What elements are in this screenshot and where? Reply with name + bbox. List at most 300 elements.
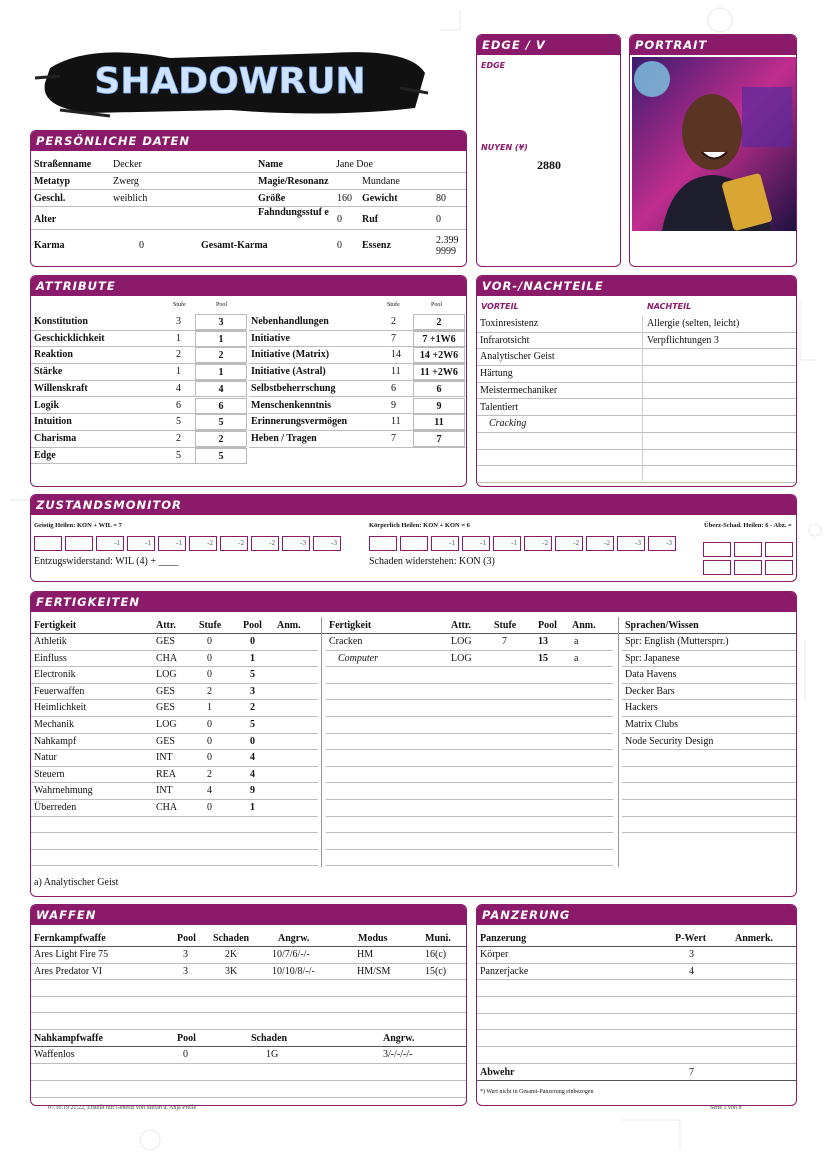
armor-value: 3 xyxy=(689,949,694,960)
skill-level[interactable]: 0 xyxy=(207,636,212,647)
attribute-name: Initiative xyxy=(251,332,290,344)
ranged-header-pool: Pool xyxy=(177,933,196,944)
wanted-label: Fahndungsstuf e xyxy=(258,207,329,218)
magic-label: Magie/Resonanz xyxy=(258,176,329,187)
skill-attribute: LOG xyxy=(156,669,177,681)
attribute-row xyxy=(31,448,246,465)
skill-attribute: GES xyxy=(156,685,175,697)
attribute-name: Konstitution xyxy=(34,316,88,327)
attribute-name: Erinnerungsvermögen xyxy=(251,416,348,428)
skill-attribute: INT xyxy=(156,785,173,797)
attribute-level[interactable]: 2 xyxy=(176,432,181,444)
ranged-header-name: Fernkampfwaffe xyxy=(34,933,106,944)
skill-level[interactable]: 2 xyxy=(207,685,212,697)
attribute-row xyxy=(249,331,466,348)
attribute-pool: 11 +2W6 xyxy=(413,364,465,380)
skill-row xyxy=(326,783,613,800)
trait-row xyxy=(477,466,796,483)
skill-pool: 1 xyxy=(250,652,255,664)
skill-attribute: LOG xyxy=(451,652,472,664)
advantages-label: VORTEIL xyxy=(481,302,519,311)
skills-header-attr-left: Attr. xyxy=(156,620,176,631)
knowledge-row xyxy=(622,684,796,701)
attribute-row xyxy=(249,347,466,364)
knowledge-row xyxy=(622,700,796,717)
attribute-name: Heben / Tragen xyxy=(251,432,317,444)
skill-level[interactable]: 1 xyxy=(207,702,212,714)
skills-header-skill-left: Fertigkeit xyxy=(34,620,77,631)
damage-resist-text: Schaden widerstehen: KON (3) xyxy=(369,556,495,567)
skills-footnote: a) Analytischer Geist xyxy=(34,877,119,888)
nuyen-value[interactable]: 2880 xyxy=(537,158,561,172)
skill-name: Cracken xyxy=(329,636,363,647)
weapons-panel xyxy=(30,904,467,1106)
monitor-box[interactable]: -3 xyxy=(617,536,645,551)
monitor-box[interactable]: -3 xyxy=(313,536,341,551)
skill-pool: 5 xyxy=(250,719,255,730)
advantage-item[interactable]: Toxinresistenz xyxy=(480,318,539,329)
skill-level[interactable]: 2 xyxy=(207,768,212,780)
armor-row xyxy=(477,1031,796,1048)
trait-row xyxy=(477,450,796,467)
skill-attribute: LOG xyxy=(451,636,472,647)
drain-resist-text: Entzugswiderstand: WIL (4) + ____ xyxy=(34,556,179,567)
edge-panel xyxy=(476,34,621,267)
armor-panel xyxy=(476,904,797,1106)
attribute-row xyxy=(31,414,246,431)
monitor-box[interactable]: -3 xyxy=(648,536,676,551)
knowledge-row xyxy=(622,800,796,817)
attribute-pool: 1 xyxy=(195,331,247,347)
shadowrun-logo xyxy=(30,38,430,118)
attribute-pool: 2 xyxy=(413,314,465,330)
monitor-box[interactable]: -1 xyxy=(462,536,490,551)
traits-panel xyxy=(476,275,797,487)
ranged-weapon-row xyxy=(31,964,466,981)
attribute-name: Nebenhandlungen xyxy=(251,316,329,327)
overflow-box[interactable] xyxy=(765,560,793,575)
advantage-item[interactable]: Infrarotsicht xyxy=(480,334,530,346)
attribute-row xyxy=(249,431,466,448)
portrait-image[interactable] xyxy=(632,57,796,231)
skill-attribute: CHA xyxy=(156,802,178,813)
melee-weapon-row xyxy=(31,1047,466,1064)
knowledge-item[interactable]: Data Havens xyxy=(625,669,677,681)
defense-value[interactable]: 7 xyxy=(689,1067,694,1078)
armor-row xyxy=(477,997,796,1014)
monitor-box[interactable]: -1 xyxy=(127,536,155,551)
total-karma-label: Gesamt-Karma xyxy=(201,240,268,251)
skill-row xyxy=(326,800,613,817)
skill-pool: 4 xyxy=(250,752,255,764)
ranged-weapon-row xyxy=(31,980,466,997)
knowledge-row xyxy=(622,783,796,800)
weapon-pool: 3 xyxy=(183,949,188,960)
attribute-level[interactable]: 1 xyxy=(176,366,181,378)
attribute-level[interactable]: 11 xyxy=(391,366,401,378)
attribute-row xyxy=(249,398,466,415)
skill-row xyxy=(326,717,613,734)
skill-row xyxy=(31,717,318,734)
weapons-title: WAFFEN xyxy=(31,905,466,925)
knowledge-row xyxy=(622,667,796,684)
monitor-box[interactable]: -2 xyxy=(555,536,583,551)
trait-row xyxy=(477,400,796,417)
overflow-box[interactable] xyxy=(734,542,762,557)
knowledge-row xyxy=(622,651,796,668)
overflow-box[interactable] xyxy=(734,560,762,575)
skill-name: Feuerwaffen xyxy=(34,685,85,697)
attribute-name: Charisma xyxy=(34,432,77,444)
knowledge-row xyxy=(622,634,796,651)
attribute-name: Reaktion xyxy=(34,349,73,361)
edge-title: EDGE / V xyxy=(477,35,620,55)
skill-pool: 5 xyxy=(250,669,255,681)
attribute-name: Edge xyxy=(34,449,56,461)
knowledge-item[interactable]: Matrix Clubs xyxy=(625,719,679,730)
attribute-level[interactable]: 11 xyxy=(391,416,401,428)
attribute-pool: 3 xyxy=(195,314,247,330)
attribute-row xyxy=(31,314,246,331)
attribute-level[interactable]: 4 xyxy=(176,382,181,394)
trait-row xyxy=(477,416,796,433)
karma-value[interactable]: 0 xyxy=(139,240,144,251)
weight-value[interactable]: 80 xyxy=(436,193,446,204)
karma-label: Karma xyxy=(34,240,65,251)
age-label: Alter xyxy=(34,214,57,225)
weapon-damage: 2K xyxy=(225,949,238,960)
knowledge-item[interactable]: Node Security Design xyxy=(625,735,714,747)
armor-title: PANZERUNG xyxy=(477,905,796,925)
skills-header-note-right: Anm. xyxy=(572,620,596,631)
monitor-box[interactable]: -2 xyxy=(586,536,614,551)
skill-row xyxy=(31,684,318,701)
attribute-level[interactable]: 6 xyxy=(176,399,181,411)
monitor-box[interactable] xyxy=(369,536,397,551)
footer-page-number: Seite 1 von 8 xyxy=(710,1105,742,1111)
attribute-pool: 4 xyxy=(195,381,247,397)
skills-header-level-left: Stufe xyxy=(199,620,222,631)
wanted-value[interactable]: 0 xyxy=(337,214,342,225)
condition-monitor-title: ZUSTANDSMONITOR xyxy=(31,495,796,515)
skill-row xyxy=(326,700,613,717)
disadvantage-item[interactable]: Verpflichtungen 3 xyxy=(647,334,719,346)
skill-name: Überreden xyxy=(34,802,77,813)
personal-data-panel xyxy=(30,130,467,267)
armor-row xyxy=(477,964,796,981)
skill-name: Electronik xyxy=(34,669,76,681)
skill-name: Athletik xyxy=(34,636,67,647)
attributes-panel xyxy=(30,275,467,487)
skill-pool: 2 xyxy=(250,702,255,714)
knowledge-row xyxy=(622,717,796,734)
armor-value: 4 xyxy=(689,965,694,977)
monitor-box[interactable]: -2 xyxy=(189,536,217,551)
weapon-name[interactable]: Waffenlos xyxy=(34,1049,75,1060)
skill-level[interactable]: 0 xyxy=(207,669,212,681)
skill-level[interactable]: 0 xyxy=(207,719,212,730)
stun-heal-label: Geistig Heilen: KON + WIL = 7 xyxy=(34,522,122,529)
monitor-box[interactable]: -2 xyxy=(524,536,552,551)
trait-row xyxy=(477,366,796,383)
attributes-title: ATTRIBUTE xyxy=(31,276,466,296)
overflow-box[interactable] xyxy=(703,560,731,575)
weight-label: Gewicht xyxy=(362,193,398,204)
disadvantage-item[interactable]: Allergie (selten, leicht) xyxy=(647,318,740,329)
sex-value[interactable]: weiblich xyxy=(113,193,148,204)
attribute-level[interactable]: 2 xyxy=(176,349,181,361)
skill-attribute: REA xyxy=(156,768,176,780)
skill-row xyxy=(326,651,613,668)
armor-header-name: Panzerung xyxy=(480,933,527,944)
attribute-pool: 14 +2W6 xyxy=(413,347,465,363)
physical-heal-label: Körperlich Heilen: KON + KON = 6 xyxy=(369,522,470,529)
ranged-weapon-row xyxy=(31,947,466,964)
attribute-level[interactable]: 9 xyxy=(391,399,396,411)
weapon-pool: 3 xyxy=(183,965,188,977)
skills-panel xyxy=(30,591,797,897)
skill-pool: 3 xyxy=(250,685,255,697)
weapon-name[interactable]: Ares Light Fire 75 xyxy=(34,949,109,960)
skill-pool: 1 xyxy=(250,802,255,813)
skill-row xyxy=(31,817,318,834)
attribute-level[interactable]: 6 xyxy=(391,382,396,394)
attr-pool-header-left: Pool xyxy=(216,302,228,308)
skill-pool: 15 xyxy=(538,652,548,664)
attribute-level[interactable]: 14 xyxy=(391,349,401,361)
skill-row xyxy=(31,734,318,751)
attribute-level[interactable]: 1 xyxy=(176,332,181,344)
personal-data-title: PERSÖNLICHE DATEN xyxy=(31,131,466,151)
metatype-value[interactable]: Zwerg xyxy=(113,176,139,187)
melee-header-damage: Schaden xyxy=(251,1033,288,1044)
attribute-level[interactable]: 5 xyxy=(176,449,181,461)
armor-name[interactable]: Panzerjacke xyxy=(480,965,529,977)
weapon-damage: 1G xyxy=(266,1049,279,1060)
skill-pool: 0 xyxy=(250,735,255,747)
attribute-name: Selbstbeherrschung xyxy=(251,382,336,394)
languages-header: Sprachen/Wissen xyxy=(625,620,699,631)
attribute-name: Logik xyxy=(34,399,60,411)
advantage-item[interactable]: Meistermechaniker xyxy=(480,384,558,396)
portrait-panel xyxy=(629,34,797,267)
attribute-pool: 6 xyxy=(195,398,247,414)
knowledge-item[interactable]: Spr: Japanese xyxy=(625,652,680,664)
attribute-level[interactable]: 5 xyxy=(176,416,181,428)
sex-label: Geschl. xyxy=(34,193,66,204)
attribute-pool: 7 +1W6 xyxy=(413,331,465,347)
ranged-weapon-row xyxy=(31,1013,466,1030)
knowledge-item[interactable]: Hackers xyxy=(625,702,658,714)
melee-header-attack: Angrw. xyxy=(383,1033,415,1044)
attribute-name: Geschicklichkeit xyxy=(34,332,105,344)
monitor-box[interactable]: -1 xyxy=(96,536,124,551)
svg-text:SHADOWRUN: SHADOWRUN xyxy=(94,61,366,102)
metatype-label: Metatyp xyxy=(34,176,71,187)
attribute-level[interactable]: 7 xyxy=(391,432,396,444)
essence-label: Essenz xyxy=(362,240,391,251)
advantage-note: Cracking xyxy=(489,418,527,430)
melee-header-pool: Pool xyxy=(177,1033,196,1044)
melee-header-name: Nahkampfwaffe xyxy=(34,1033,103,1044)
skill-row xyxy=(326,850,613,867)
armor-row xyxy=(477,947,796,964)
skills-header-attr-right: Attr. xyxy=(451,620,471,631)
weapon-attack: 10/7/6/-/- xyxy=(272,949,310,960)
skill-attribute: INT xyxy=(156,752,173,764)
size-value[interactable]: 160 xyxy=(337,193,352,204)
attribute-name: Willenskraft xyxy=(34,382,88,394)
skill-name: Nahkampf xyxy=(34,735,77,747)
monitor-box[interactable]: -2 xyxy=(220,536,248,551)
overflow-box[interactable] xyxy=(765,542,793,557)
skill-level[interactable]: 0 xyxy=(207,802,212,813)
advantage-item[interactable]: Härtung xyxy=(480,368,513,380)
attribute-row xyxy=(31,331,246,348)
weapon-ammo: 16(c) xyxy=(425,949,447,960)
armor-row xyxy=(477,980,796,997)
attribute-pool: 9 xyxy=(413,398,465,414)
skill-row xyxy=(31,700,318,717)
advantage-item[interactable]: Talentiert xyxy=(480,401,519,413)
skill-row xyxy=(31,651,318,668)
attribute-row xyxy=(249,364,466,381)
weapon-attack: 10/10/8/-/- xyxy=(272,965,315,977)
skill-row xyxy=(31,833,318,850)
skill-attribute: GES xyxy=(156,735,175,747)
skill-level[interactable]: 0 xyxy=(207,735,212,747)
nuyen-label: NUYEN (¥) xyxy=(481,143,528,152)
footer-created-by: 07.10.19 21:22, Erstellt mit Genesis von Stefan u. Anja Prelle xyxy=(48,1105,197,1111)
monitor-box[interactable]: -2 xyxy=(251,536,279,551)
skill-row xyxy=(31,767,318,784)
overflow-heal-label: Überz-Schad. Heilen: 6 - Abz. = xyxy=(704,522,792,529)
skill-specialization: Computer xyxy=(338,652,378,664)
ranged-header-attack: Angrw. xyxy=(278,933,310,944)
skill-row xyxy=(31,800,318,817)
streetname-value[interactable]: Decker xyxy=(113,159,142,170)
weapon-attack: 3/-/-/-/- xyxy=(383,1049,413,1060)
melee-weapon-row xyxy=(31,1064,466,1081)
knowledge-item[interactable]: Decker Bars xyxy=(625,685,675,697)
skill-row xyxy=(326,667,613,684)
weapon-damage: 3K xyxy=(225,965,238,977)
knowledge-row xyxy=(622,750,796,767)
trait-row xyxy=(477,316,796,333)
skill-row xyxy=(326,817,613,834)
reputation-value[interactable]: 0 xyxy=(436,214,441,225)
skill-attribute: GES xyxy=(156,702,175,714)
attribute-level[interactable]: 7 xyxy=(391,332,396,344)
skill-pool: 0 xyxy=(250,636,255,647)
trait-row xyxy=(477,349,796,366)
essence-value-line1[interactable]: 2.399 xyxy=(436,235,459,246)
skill-attribute: LOG xyxy=(156,719,177,730)
armor-name[interactable]: Körper xyxy=(480,949,509,960)
skill-note: a xyxy=(574,636,579,647)
skill-name: Wahrnehmung xyxy=(34,785,93,797)
size-label: Größe xyxy=(258,193,286,204)
skill-level[interactable]: 0 xyxy=(207,652,212,664)
traits-title: VOR-/NACHTEILE xyxy=(477,276,796,296)
skills-column-divider xyxy=(618,617,619,867)
attribute-pool: 7 xyxy=(413,431,465,447)
monitor-box[interactable] xyxy=(65,536,93,551)
skill-name: Heimlichkeit xyxy=(34,702,87,714)
attribute-row xyxy=(31,398,246,415)
attr-stufe-header-right: Stufe xyxy=(387,302,400,308)
weapon-pool: 0 xyxy=(183,1049,188,1060)
monitor-box[interactable]: -1 xyxy=(158,536,186,551)
skill-name: Steuern xyxy=(34,768,65,780)
advantage-item[interactable]: Analytischer Geist xyxy=(480,351,555,363)
attribute-name: Initiative (Astral) xyxy=(251,366,326,378)
skill-row xyxy=(326,750,613,767)
attribute-pool: 1 xyxy=(195,364,247,380)
overflow-box[interactable] xyxy=(703,542,731,557)
attribute-row xyxy=(31,364,246,381)
skill-name: Natur xyxy=(34,752,57,764)
skill-name: Einfluss xyxy=(34,652,67,664)
monitor-box[interactable] xyxy=(34,536,62,551)
skill-attribute: CHA xyxy=(156,652,178,664)
disadvantages-label: NACHTEIL xyxy=(647,302,692,311)
magic-value[interactable]: Mundane xyxy=(362,176,400,187)
attribute-row xyxy=(31,347,246,364)
monitor-box[interactable] xyxy=(400,536,428,551)
weapon-name[interactable]: Ares Predator VI xyxy=(34,965,103,977)
attribute-name: Stärke xyxy=(34,366,63,378)
monitor-box[interactable]: -3 xyxy=(282,536,310,551)
reputation-label: Ruf xyxy=(362,214,379,225)
skill-level[interactable]: 0 xyxy=(207,752,212,764)
weapon-mode: HM xyxy=(357,949,374,960)
knowledge-item[interactable]: Spr: English (Muttersprr.) xyxy=(625,636,729,647)
attribute-row xyxy=(249,381,466,398)
attribute-level[interactable]: 3 xyxy=(176,316,181,327)
name-label: Name xyxy=(258,159,283,170)
skills-header-pool-right: Pool xyxy=(538,620,557,631)
skill-name: Mechanik xyxy=(34,719,74,730)
name-value[interactable]: Jane Doe xyxy=(336,159,373,170)
trait-row xyxy=(477,383,796,400)
skill-row xyxy=(326,767,613,784)
armor-header-note: Anmerk. xyxy=(735,933,774,944)
skill-row xyxy=(326,634,613,651)
attribute-row xyxy=(249,314,466,331)
skills-header-level-right: Stufe xyxy=(494,620,517,631)
knowledge-row xyxy=(622,734,796,751)
attribute-pool: 5 xyxy=(195,414,247,430)
ranged-weapon-row xyxy=(31,997,466,1014)
traits-column-divider xyxy=(642,316,643,481)
portrait-title: PORTRAIT xyxy=(630,35,796,55)
monitor-box[interactable]: -1 xyxy=(493,536,521,551)
total-karma-value[interactable]: 0 xyxy=(337,240,342,251)
skill-row xyxy=(31,783,318,800)
streetname-label: Straßenname xyxy=(34,159,92,170)
skill-level[interactable]: 7 xyxy=(502,636,507,647)
skills-header-pool-left: Pool xyxy=(243,620,262,631)
armor-note: *) Wert nicht in Gesamt-Panzerung einbezogen xyxy=(480,1089,594,1095)
monitor-box[interactable]: -1 xyxy=(431,536,459,551)
ranged-header-mode: Modus xyxy=(358,933,388,944)
attribute-level[interactable]: 2 xyxy=(391,316,396,327)
skill-level[interactable]: 4 xyxy=(207,785,212,797)
weapon-ammo: 15(c) xyxy=(425,965,447,977)
weapon-mode: HM/SM xyxy=(357,965,391,977)
knowledge-row xyxy=(622,817,796,834)
